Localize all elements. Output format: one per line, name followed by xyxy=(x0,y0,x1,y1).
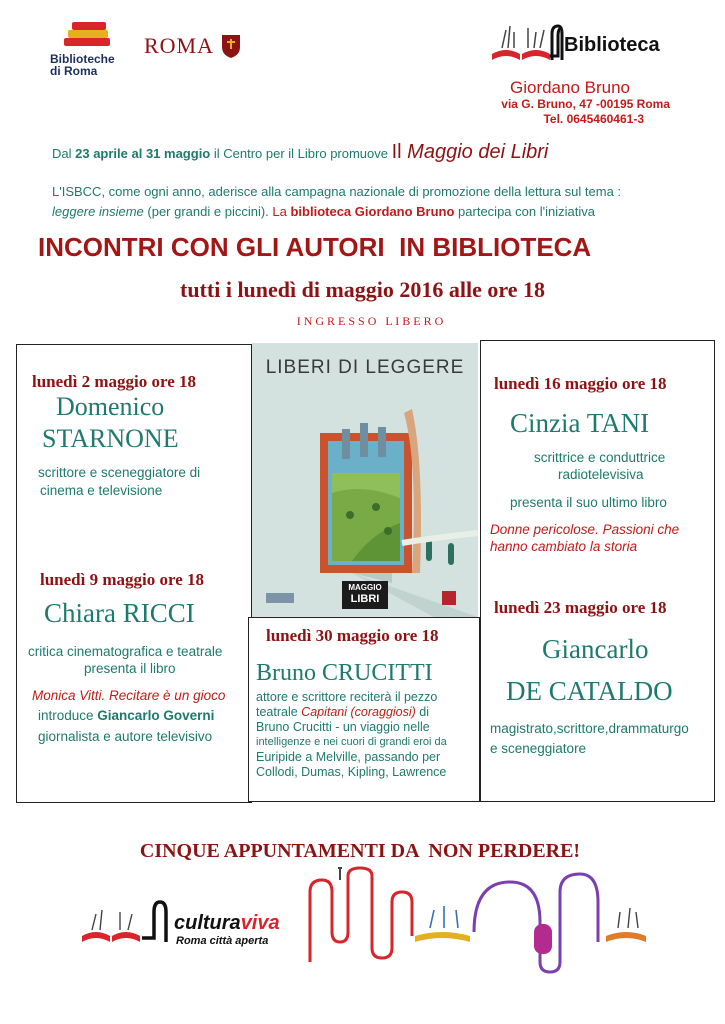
introducer-name: Giancarlo Governi xyxy=(97,708,215,723)
author-name: Bruno CRUCITTI xyxy=(256,660,433,686)
library-name: Giordano Bruno xyxy=(509,78,631,97)
desc-line: Collodi, Dumas, Kipling, Lawrence xyxy=(256,765,447,779)
introducer-role: giornalista e autore televisivo xyxy=(38,729,213,744)
author-name: Chiara RICCI xyxy=(44,598,195,628)
play-title: Capitani (coraggiosi) xyxy=(301,705,416,719)
intro-lib-bold: biblioteca Giordano Bruno xyxy=(290,204,455,219)
intro-para-line1: L'ISBCC, come ogni anno, aderisce alla campagna nazionale di promozione della lettura sul tema : xyxy=(52,184,622,199)
intro-pre: Dal xyxy=(52,146,76,161)
books-icon xyxy=(50,18,130,48)
desc-line: intelligenze e nei cuori di grandi eroi da xyxy=(256,736,447,748)
author-desc: radiotelevisiva xyxy=(558,467,644,482)
author-desc: e sceneggiatore xyxy=(490,741,587,756)
logo-line-icon xyxy=(550,24,564,64)
author-name: Domenico xyxy=(56,392,165,421)
desc-line: Euripide a Melville, passando per xyxy=(256,750,441,764)
author-desc: cinema e televisione xyxy=(40,483,163,498)
intro-event-prefix: Il xyxy=(391,141,408,163)
author-desc: presenta il libro xyxy=(84,661,176,676)
subtitle: tutti i lunedì di maggio 2016 alle ore 18 xyxy=(180,277,546,302)
culturaviva-brand xyxy=(174,912,280,935)
introducer xyxy=(38,708,214,723)
event-date: lunedì 2 maggio ore 18 xyxy=(32,372,197,391)
brand-cultura: cultura xyxy=(174,912,241,934)
author-desc: critica cinematografica e teatrale xyxy=(28,644,223,659)
intro-para-line2 xyxy=(52,202,692,222)
author-surname: DE CATALDO xyxy=(506,676,673,706)
biblioteca-logo xyxy=(488,18,678,68)
author-desc: presenta il suo ultimo libro xyxy=(510,495,667,510)
roma-shield-icon xyxy=(220,33,242,59)
author-desc: scrittore e sceneggiatore di xyxy=(38,465,201,480)
desc-line: attore e scrittore reciterà il pezzo xyxy=(256,690,438,704)
poster-title: LIBERI DI LEGGERE xyxy=(265,357,465,378)
poster-illustration xyxy=(252,343,478,617)
author-surname: STARNONE xyxy=(42,424,179,453)
author-name: Giancarlo xyxy=(542,634,649,664)
intro-theme: leggere insieme xyxy=(52,204,144,219)
intro-para-mid: (per grandi e piccini). xyxy=(143,204,273,219)
event-date: lunedì 16 maggio ore 18 xyxy=(494,374,667,393)
biblioteche-logo-text: Biblioteche di Roma xyxy=(50,52,115,78)
introducer-pre: introduce xyxy=(38,708,98,723)
event-date: lunedì 9 maggio ore 18 xyxy=(40,570,205,589)
event-date: lunedì 30 maggio ore 18 xyxy=(266,626,439,645)
desc-line xyxy=(256,705,480,720)
desc-post: di xyxy=(415,705,430,719)
author-desc: scrittrice e conduttrice xyxy=(534,450,666,465)
poster-badge-line2: LIBRI xyxy=(350,593,380,605)
book-title: Donne pericolose. Passioni che xyxy=(490,522,680,537)
intro-para-end: partecipa con l'iniziativa xyxy=(454,204,595,219)
poster-badge-line1: MAGGIO xyxy=(348,583,382,592)
intro-event: Maggio dei Libri xyxy=(407,141,549,163)
book-title: Monica Vitti. Recitare è un gioco xyxy=(32,688,226,703)
culturaviva-logo-graphic xyxy=(70,862,670,982)
brand-viva: viva xyxy=(240,912,280,934)
biblioteca-logo-text: Biblioteca xyxy=(564,34,660,56)
biblioteche-di-roma-logo xyxy=(50,18,130,78)
intro-lib-pre: La xyxy=(272,204,291,219)
library-phone: Tel. 0645460461-3 xyxy=(543,112,644,126)
intro-line xyxy=(52,141,692,164)
intro-paragraph xyxy=(52,182,692,222)
roma-logo xyxy=(144,33,242,59)
brand-subtitle: Roma città aperta xyxy=(176,935,269,947)
author-name: Cinzia TANI xyxy=(510,408,650,438)
poster xyxy=(252,343,478,617)
event-date: lunedì 23 maggio ore 18 xyxy=(494,598,667,617)
intro-dates: 23 aprile al 31 maggio xyxy=(75,146,211,161)
intro-mid: il Centro per il Libro promuove xyxy=(210,146,392,161)
book-title: hanno cambiato la storia xyxy=(490,539,638,554)
desc-line: Bruno Crucitti - un viaggio nelle xyxy=(256,720,430,734)
author-desc: magistrato,scrittore,drammaturgo xyxy=(490,721,689,736)
roma-text: ROMA xyxy=(144,33,215,58)
main-title: INCONTRI CON GLI AUTORI IN BIBLIOTECA xyxy=(38,232,592,262)
desc-pre: teatrale xyxy=(256,705,302,719)
free-entry: I N G R E S S O L I B E R O xyxy=(296,314,444,328)
library-address: via G. Bruno, 47 -00195 Roma xyxy=(501,97,670,111)
footer-tagline: CINQUE APPUNTAMENTI DA NON PERDERE! xyxy=(139,840,581,862)
event-description xyxy=(256,690,480,780)
